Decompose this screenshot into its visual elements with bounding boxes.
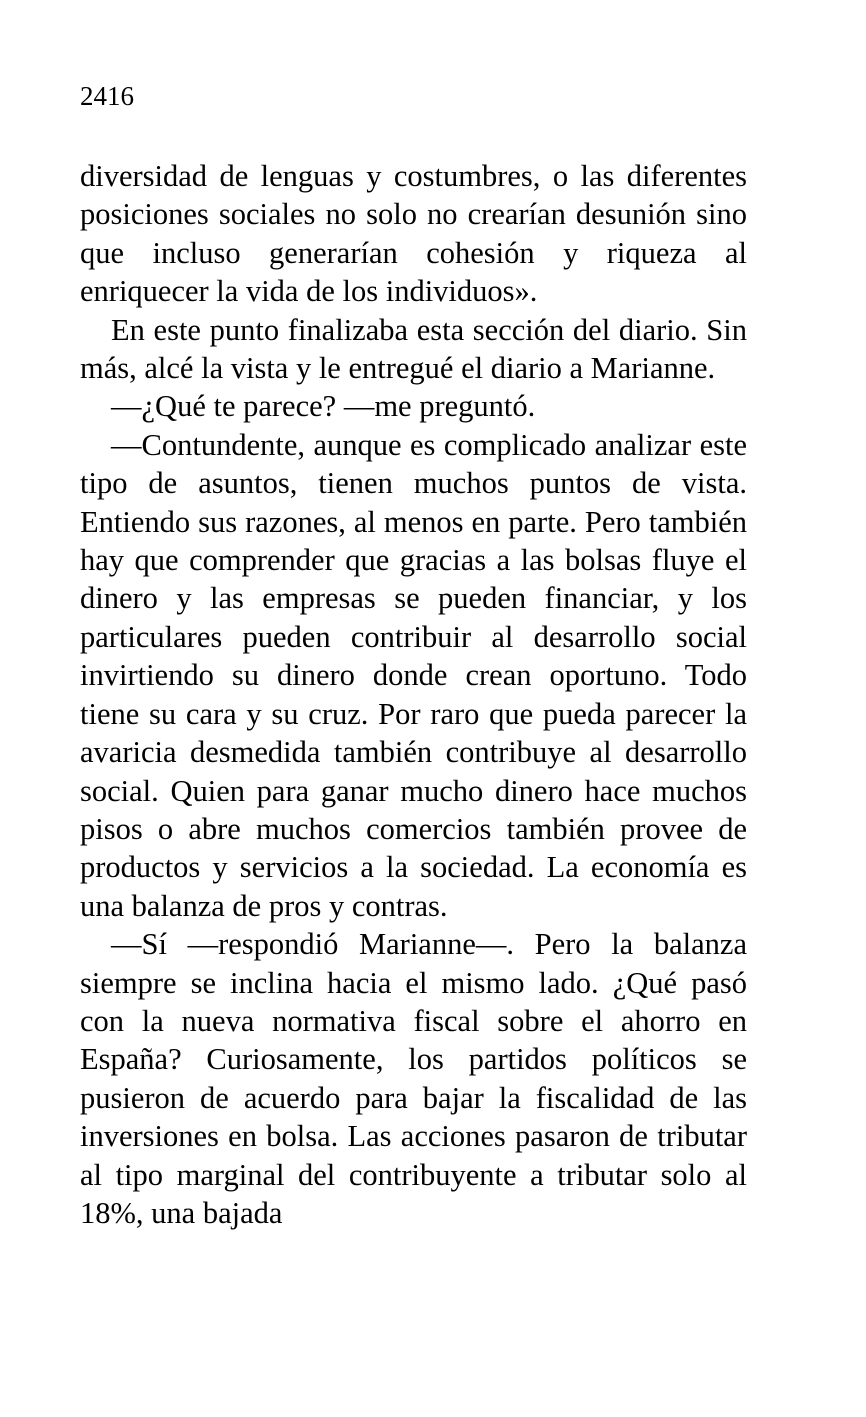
paragraph: En este punto finalizaba esta sección del diario. Sin más, alcé la vista y le entregué el diario a Marianne.	[80, 312, 747, 386]
dialogue-paragraph: —¿Qué te parece? —me preguntó.	[111, 389, 536, 424]
dialogue-paragraph: —Contundente, aunque es complicado analizar este tipo de asuntos, tienen muchos puntos de vista. Entiendo sus razones, al menos en parte. Pero también hay que comprender que gracias a las bolsas fluye el dinero y las empresas se pueden financiar, y los particulares pueden contribuir al desarrollo social invirtiendo su dinero donde crean oportuno. Todo tiene su cara y su cruz. Por raro que pueda parecer la avaricia desmedida también contribuye al desarrollo social. Quien para ganar mucho dinero hace muchos pisos o abre muchos comercios también provee de productos y servicios a la sociedad. La economía es una balanza de pros y contras.	[80, 427, 747, 923]
page-number: 2416	[80, 81, 134, 111]
body-text	[80, 157, 747, 1232]
dialogue-paragraph: —Sí —respondió Marianne—. Pero la balanza siempre se inclina hacia el mismo lado. ¿Qué pasó con la nueva normativa fiscal sobre el ahorro en España? Curiosamente, los partidos políticos se pusieron de acuerdo para bajar la fiscalidad de las inversiones en bolsa. Las acciones pasaron de tributar al tipo marginal del contribuyente a tributar solo al 18%, una bajada	[80, 927, 747, 1230]
book-page	[80, 78, 747, 1232]
paragraph-continued: diversidad de lenguas y costumbres, o las diferentes posiciones sociales no solo no crearían desunión sino que incluso generarían cohesión y riqueza al enriquecer la vida de los individuos».	[80, 159, 747, 309]
